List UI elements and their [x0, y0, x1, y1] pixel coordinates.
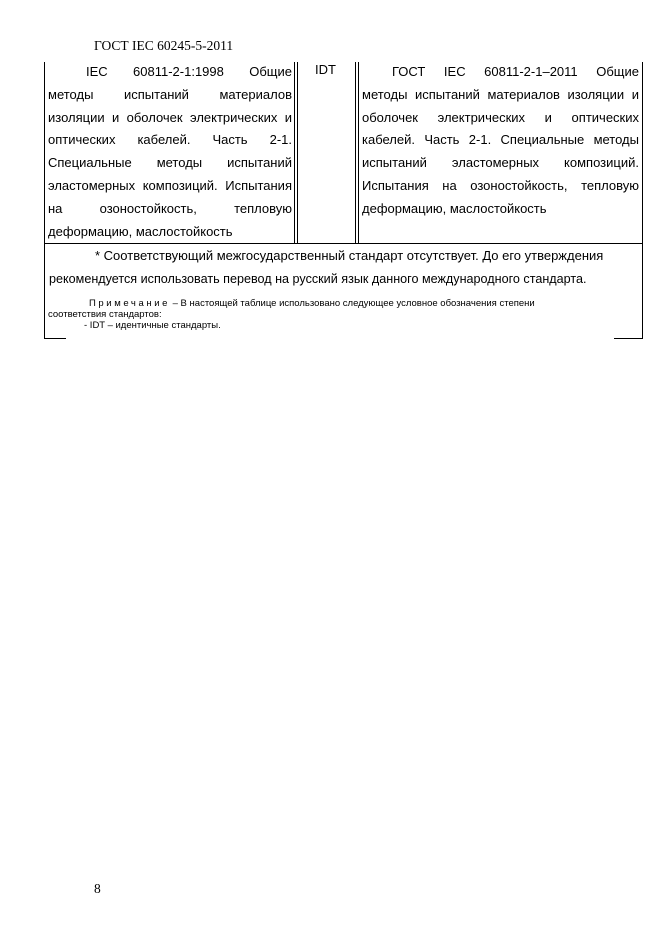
international-standard-line: Специальные методы испытаний: [48, 155, 292, 171]
table-note-line-1: [89, 298, 535, 309]
interstate-standard-line: ГОСТ IEC 60811-2-1–2011 Общие: [392, 64, 639, 79]
conformity-degree: IDT: [315, 62, 336, 77]
interstate-standard-line: методы испытаний материалов изоляции и: [362, 86, 639, 102]
international-standard-line: эластомерных композиций. Испытания: [48, 177, 292, 193]
footnote-line-2: рекомендуется использовать перевод на русский язык данного международного стандарта.: [49, 272, 587, 286]
interstate-standard-line: кабелей. Часть 2-1. Специальные методы: [362, 132, 639, 148]
table-col-divider-1b: [297, 62, 298, 243]
footnote-line-1: * Соответствующий межгосударственный стандарт отсутствует. До его утверждения: [95, 248, 604, 263]
interstate-standard-cell: [362, 61, 639, 221]
table-left-border: [44, 62, 45, 339]
interstate-standard-line: испытаний эластомерных композиций.: [362, 155, 639, 171]
table-right-border: [642, 62, 643, 339]
document-header: ГОСТ IEC 60245-5-2011: [94, 38, 234, 53]
international-standard-cell: [48, 61, 292, 243]
interstate-standard-line: деформацию, маслостойкость: [362, 200, 547, 216]
note-lead-word: Примечание: [89, 298, 170, 309]
table-col-divider-1a: [294, 62, 295, 243]
table-col-divider-2a: [355, 62, 356, 243]
table-note-item: - IDT – идентичные стандарты.: [84, 320, 221, 331]
table-bottom-left: [44, 338, 66, 339]
table-bottom-right: [614, 338, 643, 339]
international-standard-line: оптических кабелей. Часть 2-1.: [48, 132, 292, 148]
table-note-line-2: соответствия стандартов:: [48, 309, 162, 320]
international-standard-line: на озоностойкость, тепловую: [48, 200, 292, 216]
table-col-divider-2b: [358, 62, 359, 243]
page-number: 8: [94, 881, 101, 896]
interstate-standard-line: оболочек электрических и оптических: [362, 109, 639, 125]
international-standard-line: изоляции и оболочек электрических и: [48, 109, 292, 125]
note-text: – В настоящей таблице использовано следующее условное обозначения степени: [170, 298, 535, 309]
interstate-standard-line: Испытания на озоностойкость, тепловую: [362, 177, 639, 193]
international-standard-line: деформацию, маслостойкость: [48, 223, 233, 239]
international-standard-line: методы испытаний материалов: [48, 86, 292, 102]
international-standard-line: IEC 60811-2-1:1998 Общие: [86, 64, 292, 79]
